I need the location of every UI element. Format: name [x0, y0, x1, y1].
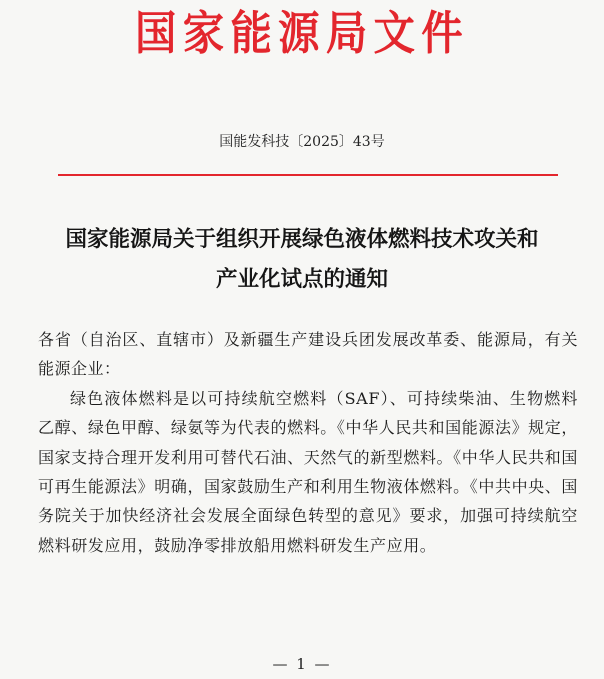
title-line-1: 国家能源局关于组织开展绿色液体燃料技术攻关和 — [65, 227, 539, 252]
paragraph-1: 绿色液体燃料是以可持续航空燃料（SAF）、可持续柴油、生物燃料乙醇、绿色甲醇、绿氨等为代表的燃料。《中华人民共和国能源法》规定，国家支持合理开发利用可替代石油、天然气的新型燃料。《中华人民共和国可再生能源法》明确，国家鼓励生产和利用生物液体燃料。《中共中央、国务院关于加快经济社会发展全面绿色转型的意见》要求，加强可持续航空燃料研发应用，鼓励净零排放船用燃料研发生产应用。 — [38, 388, 578, 555]
document-number: 国能发科技〔2025〕43号 — [219, 134, 385, 150]
header-divider — [58, 174, 558, 176]
title-line-2: 产业化试点的通知 — [215, 267, 388, 292]
page-number: — 1 — — [272, 655, 332, 673]
document-title — [30, 220, 574, 300]
document-body — [38, 325, 578, 560]
agency-header: 国家能源局文件 — [135, 6, 469, 60]
addressee: 各省（自治区、直辖市）及新疆生产建设兵团发展改革委、能源局，有关能源企业： — [38, 330, 578, 379]
